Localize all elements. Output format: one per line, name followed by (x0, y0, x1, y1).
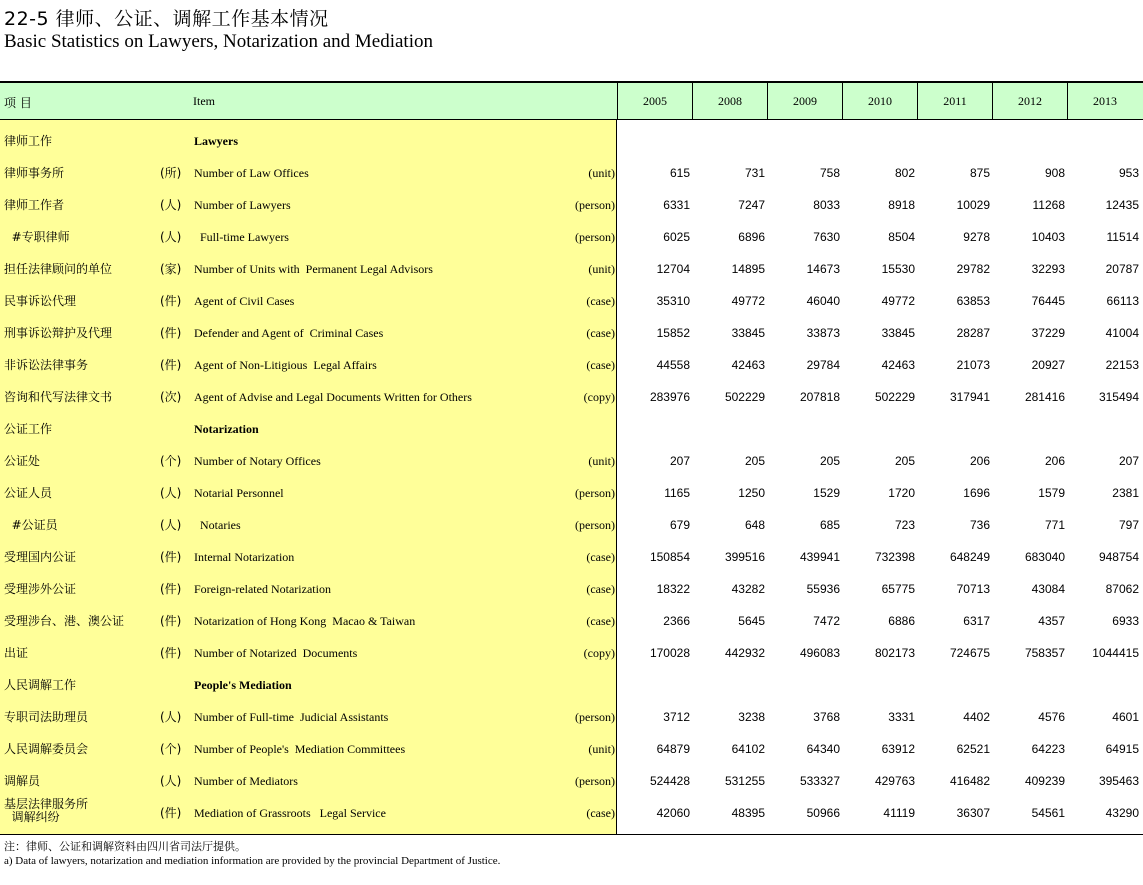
footnote-cn: 注：律师、公证和调解资料由四川省司法厅提供。 (4, 840, 246, 853)
value-cell: 4576 (1038, 710, 1065, 724)
header-year: 2011 (917, 83, 992, 119)
row-unit-en: (person) (575, 230, 615, 244)
value-cell: 205 (819, 454, 840, 468)
value-cell: 44558 (656, 358, 690, 372)
row-unit-cn: (人) (160, 486, 182, 500)
value-cell: 33873 (806, 326, 840, 340)
row-label-en: Number of People's Mediation Committees (194, 742, 406, 756)
value-cell: 7472 (813, 614, 840, 628)
row-unit-cn: (个) (160, 742, 182, 756)
value-cell: 3768 (813, 710, 840, 724)
row-label-en: Agent of Non-Litigious Legal Affairs (194, 358, 377, 372)
value-cell: 496083 (799, 646, 840, 660)
value-cell: 14673 (806, 262, 840, 276)
value-cell: 6317 (963, 614, 990, 628)
value-cell: 28287 (956, 326, 990, 340)
value-cell: 732398 (874, 550, 915, 564)
row-unit-en: (case) (586, 358, 615, 372)
row-unit-cn: (件) (160, 806, 182, 820)
value-cell: 55936 (806, 582, 840, 596)
value-cell: 48395 (731, 806, 765, 820)
value-cell: 32293 (1031, 262, 1065, 276)
value-cell: 7630 (813, 230, 840, 244)
value-cell: 2366 (663, 614, 690, 628)
row-unit-en: (case) (586, 294, 615, 308)
row-label-en: Foreign-related Notarization (194, 582, 331, 596)
row-label-en: People's Mediation (194, 678, 292, 692)
row-unit-en: (person) (575, 518, 615, 532)
table-row (0, 670, 1143, 702)
row-label-cn: 律师事务所 (4, 166, 65, 180)
value-cell: 14895 (731, 262, 765, 276)
value-cell: 37229 (1031, 326, 1065, 340)
row-label-en: Agent of Advise and Legal Documents Written for Others (194, 390, 472, 404)
header-year: 2013 (1067, 83, 1142, 119)
header-year: 2005 (617, 83, 692, 119)
row-label-cn: 人民调解工作 (4, 678, 77, 692)
value-cell: 771 (1044, 518, 1065, 532)
value-cell: 724675 (949, 646, 990, 660)
row-label-en: Number of Lawyers (194, 198, 291, 212)
value-cell: 64879 (656, 742, 690, 756)
table-row (0, 222, 1143, 254)
value-cell: 7247 (738, 198, 765, 212)
value-cell: 283976 (649, 390, 690, 404)
table-row (0, 446, 1143, 478)
table-row (0, 798, 1143, 830)
row-label-en: Number of Units with Permanent Legal Advisors (194, 262, 433, 276)
value-cell: 9278 (963, 230, 990, 244)
value-cell: 10403 (1031, 230, 1065, 244)
value-cell: 442932 (724, 646, 765, 660)
row-unit-en: (person) (575, 774, 615, 788)
value-cell: 36307 (956, 806, 990, 820)
row-label-en: Notarization of Hong Kong Macao & Taiwan (194, 614, 416, 628)
value-cell: 64915 (1105, 742, 1139, 756)
table-row (0, 542, 1143, 574)
value-cell: 802173 (874, 646, 915, 660)
row-label-cn: 出证 (4, 646, 29, 660)
row-unit-en: (copy) (583, 646, 615, 660)
row-label-cn: #公证员 (4, 518, 58, 532)
value-cell: 8033 (813, 198, 840, 212)
row-unit-en: (copy) (583, 390, 615, 404)
table-row (0, 734, 1143, 766)
value-cell: 3238 (738, 710, 765, 724)
header-row (0, 83, 1143, 120)
value-cell: 207 (669, 454, 690, 468)
value-cell: 10029 (956, 198, 990, 212)
value-cell: 50966 (806, 806, 840, 820)
row-label-en: Notarial Personnel (194, 486, 284, 500)
row-unit-cn: (件) (160, 358, 182, 372)
value-cell: 685 (819, 518, 840, 532)
table-title-en: Basic Statistics on Lawyers, Notarization and Mediation (4, 31, 433, 52)
value-cell: 64340 (806, 742, 840, 756)
value-cell: 416482 (949, 774, 990, 788)
row-unit-en: (case) (586, 550, 615, 564)
table-row (0, 318, 1143, 350)
row-unit-cn: (件) (160, 550, 182, 564)
value-cell: 1579 (1038, 486, 1065, 500)
value-cell: 20927 (1031, 358, 1065, 372)
row-unit-en: (unit) (588, 742, 615, 756)
row-unit-cn: (人) (160, 518, 182, 532)
value-cell: 439941 (799, 550, 840, 564)
table-row (0, 766, 1143, 798)
value-cell: 1720 (888, 486, 915, 500)
row-label-en: Notaries (194, 518, 241, 532)
table-title-cn: 22-5 律师、公证、调解工作基本情况 (4, 8, 329, 30)
value-cell: 21073 (956, 358, 990, 372)
row-unit-cn: (个) (160, 454, 182, 468)
row-label-cn: 专职司法助理员 (4, 710, 89, 724)
value-cell: 648 (744, 518, 765, 532)
row-label-en: Defender and Agent of Criminal Cases (194, 326, 384, 340)
value-cell: 205 (744, 454, 765, 468)
value-cell: 6933 (1112, 614, 1139, 628)
value-cell: 11268 (1032, 198, 1065, 212)
value-cell: 42463 (881, 358, 915, 372)
value-cell: 15530 (881, 262, 915, 276)
value-cell: 409239 (1024, 774, 1065, 788)
value-cell: 317941 (949, 390, 990, 404)
row-unit-cn: (所) (160, 166, 182, 180)
table-row (0, 574, 1143, 606)
value-cell: 797 (1118, 518, 1139, 532)
row-unit-cn: (件) (160, 646, 182, 660)
value-cell: 35310 (656, 294, 690, 308)
value-cell: 531255 (724, 774, 765, 788)
row-unit-cn: (件) (160, 326, 182, 340)
value-cell: 29782 (956, 262, 990, 276)
row-label-cn: 非诉讼法律事务 (4, 358, 89, 372)
value-cell: 502229 (724, 390, 765, 404)
value-cell: 736 (969, 518, 990, 532)
row-label-cn: 基层法律服务所 调解纠纷 (4, 797, 89, 825)
value-cell: 723 (894, 518, 915, 532)
table-row (0, 254, 1143, 286)
value-cell: 205 (894, 454, 915, 468)
row-label-cn: 咨询和代写法律文书 (4, 390, 113, 404)
value-cell: 395463 (1098, 774, 1139, 788)
value-cell: 758357 (1024, 646, 1065, 660)
table-row (0, 286, 1143, 318)
value-cell: 1165 (664, 486, 690, 500)
value-cell: 62521 (956, 742, 990, 756)
value-cell: 41119 (883, 806, 915, 820)
row-label-cn: 受理涉外公证 (4, 582, 77, 596)
row-label-en: Full-time Lawyers (194, 230, 289, 244)
table-row (0, 190, 1143, 222)
table-row (0, 158, 1143, 190)
value-cell: 4601 (1112, 710, 1139, 724)
row-label-en: Agent of Civil Cases (194, 294, 295, 308)
row-unit-cn: (件) (160, 614, 182, 628)
value-cell: 731 (744, 166, 765, 180)
table-row (0, 350, 1143, 382)
row-unit-cn: (人) (160, 230, 182, 244)
value-cell: 41004 (1105, 326, 1139, 340)
row-unit-en: (case) (586, 614, 615, 628)
value-cell: 429763 (874, 774, 915, 788)
value-cell: 43290 (1105, 806, 1139, 820)
row-label-cn: 人民调解委员会 (4, 742, 89, 756)
row-unit-cn: (人) (160, 710, 182, 724)
row-unit-cn: (人) (160, 198, 182, 212)
row-label-cn: 刑事诉讼辩护及代理 (4, 326, 113, 340)
table-row (0, 638, 1143, 670)
row-label-cn: 担任法律顾问的单位 (4, 262, 113, 276)
row-label-en: Number of Full-time Judicial Assistants (194, 710, 389, 724)
value-cell: 502229 (874, 390, 915, 404)
value-cell: 802 (894, 166, 915, 180)
value-cell: 64102 (731, 742, 765, 756)
value-cell: 33845 (731, 326, 765, 340)
row-label-en: Mediation of Grassroots Legal Service (194, 806, 386, 820)
value-cell: 11514 (1106, 230, 1139, 244)
value-cell: 8918 (888, 198, 915, 212)
row-label-cn: 公证工作 (4, 422, 53, 436)
value-cell: 76445 (1031, 294, 1065, 308)
row-label-cn: 律师工作 (4, 134, 53, 148)
value-cell: 12435 (1105, 198, 1139, 212)
value-cell: 206 (969, 454, 990, 468)
value-cell: 679 (669, 518, 690, 532)
value-cell: 4402 (963, 710, 990, 724)
value-cell: 6025 (663, 230, 690, 244)
value-cell: 3712 (663, 710, 690, 724)
value-cell: 1044415 (1092, 646, 1139, 660)
value-cell: 533327 (799, 774, 840, 788)
row-label-en: Number of Mediators (194, 774, 298, 788)
value-cell: 42463 (731, 358, 765, 372)
value-cell: 524428 (649, 774, 690, 788)
value-cell: 1696 (963, 486, 990, 500)
value-cell: 207 (1118, 454, 1139, 468)
row-label-cn: #专职律师 (4, 230, 70, 244)
footnote-en: a) Data of lawyers, notarization and mediation information are provided by the provincial Department of Justice. (4, 855, 501, 867)
value-cell: 63853 (956, 294, 990, 308)
row-label-cn: 民事诉讼代理 (4, 294, 77, 308)
header-year: 2008 (692, 83, 767, 119)
value-cell: 875 (969, 166, 990, 180)
value-cell: 948754 (1098, 550, 1139, 564)
table-row (0, 126, 1143, 158)
row-label-cn: 公证人员 (4, 486, 53, 500)
row-unit-en: (unit) (588, 262, 615, 276)
value-cell: 1250 (738, 486, 765, 500)
table-row (0, 414, 1143, 446)
value-cell: 1529 (813, 486, 840, 500)
value-cell: 281416 (1024, 390, 1065, 404)
table-row (0, 606, 1143, 638)
row-label-cn: 调解员 (4, 774, 41, 788)
value-cell: 54561 (1031, 806, 1065, 820)
value-cell: 22153 (1105, 358, 1139, 372)
header-year: 2009 (767, 83, 842, 119)
table-row (0, 702, 1143, 734)
value-cell: 3331 (888, 710, 915, 724)
value-cell: 66113 (1106, 294, 1139, 308)
value-cell: 207818 (799, 390, 840, 404)
header-item-cn: 项 目 (4, 96, 32, 110)
header-item-en: Item (193, 94, 215, 108)
value-cell: 87062 (1105, 582, 1139, 596)
row-unit-cn: (件) (160, 294, 182, 308)
value-cell: 43084 (1031, 582, 1065, 596)
value-cell: 46040 (806, 294, 840, 308)
row-unit-en: (unit) (588, 166, 615, 180)
value-cell: 5645 (738, 614, 765, 628)
row-unit-cn: (件) (160, 582, 182, 596)
value-cell: 4357 (1038, 614, 1065, 628)
value-cell: 6886 (888, 614, 915, 628)
table-row (0, 478, 1143, 510)
value-cell: 33845 (881, 326, 915, 340)
value-cell: 29784 (806, 358, 840, 372)
value-cell: 615 (669, 166, 690, 180)
row-unit-en: (person) (575, 198, 615, 212)
value-cell: 65775 (881, 582, 915, 596)
value-cell: 315494 (1098, 390, 1139, 404)
table-row (0, 510, 1143, 542)
row-unit-en: (case) (586, 326, 615, 340)
value-cell: 12704 (656, 262, 690, 276)
value-cell: 908 (1044, 166, 1065, 180)
row-label-en: Number of Notary Offices (194, 454, 321, 468)
value-cell: 70713 (956, 582, 990, 596)
value-cell: 206 (1044, 454, 1065, 468)
row-unit-en: (case) (586, 806, 615, 820)
row-label-en: Lawyers (194, 134, 238, 148)
row-unit-en: (person) (575, 710, 615, 724)
value-cell: 2381 (1112, 486, 1139, 500)
row-label-cn: 受理涉台、港、澳公证 (4, 614, 125, 628)
value-cell: 8504 (888, 230, 915, 244)
value-cell: 63912 (881, 742, 915, 756)
row-label-cn: 受理国内公证 (4, 550, 77, 564)
value-cell: 6896 (738, 230, 765, 244)
row-label-cn: 公证处 (4, 454, 41, 468)
header-year: 2010 (842, 83, 917, 119)
row-unit-en: (person) (575, 486, 615, 500)
row-unit-cn: (人) (160, 774, 182, 788)
value-cell: 648249 (949, 550, 990, 564)
value-cell: 64223 (1031, 742, 1065, 756)
row-label-cn: 律师工作者 (4, 198, 65, 212)
value-cell: 150854 (649, 550, 690, 564)
row-label-en: Number of Law Offices (194, 166, 309, 180)
value-cell: 18322 (656, 582, 690, 596)
value-cell: 170028 (649, 646, 690, 660)
row-label-en: Internal Notarization (194, 550, 295, 564)
row-label-en: Number of Notarized Documents (194, 646, 358, 660)
value-cell: 49772 (731, 294, 765, 308)
header-year: 2012 (992, 83, 1067, 119)
row-unit-cn: (家) (160, 262, 182, 276)
value-cell: 953 (1118, 166, 1139, 180)
value-cell: 20787 (1105, 262, 1139, 276)
value-cell: 49772 (881, 294, 915, 308)
row-unit-cn: (次) (160, 390, 182, 404)
value-cell: 6331 (663, 198, 690, 212)
row-label-en: Notarization (194, 422, 259, 436)
bottom-rule (0, 834, 1143, 835)
value-cell: 758 (819, 166, 840, 180)
row-unit-en: (case) (586, 582, 615, 596)
value-cell: 43282 (731, 582, 765, 596)
value-cell: 399516 (724, 550, 765, 564)
value-cell: 683040 (1024, 550, 1065, 564)
table-row (0, 382, 1143, 414)
row-unit-en: (unit) (588, 454, 615, 468)
value-cell: 42060 (656, 806, 690, 820)
value-cell: 15852 (656, 326, 690, 340)
